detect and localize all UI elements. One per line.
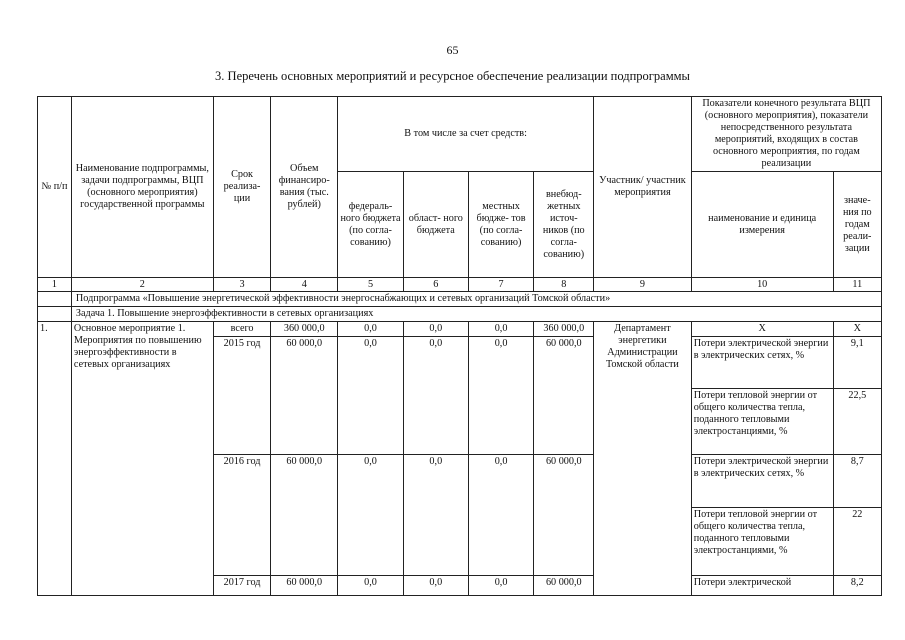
header-name: Наименование подпрограммы, задачи подпрограммы, ВЦП (основного мероприятия) государственной программы bbox=[71, 97, 213, 278]
local-cell: 0,0 bbox=[468, 455, 534, 576]
federal-cell: 0,0 bbox=[338, 337, 404, 455]
volume-cell: 60 000,0 bbox=[271, 576, 338, 596]
regional-cell: 0,0 bbox=[403, 337, 468, 455]
term-cell: 2015 год bbox=[213, 337, 271, 455]
volume-cell: 60 000,0 bbox=[271, 337, 338, 455]
indicator-name-cell: Потери тепловой энергии от общего количества тепла, поданного тепловыми электростанциями, % bbox=[691, 508, 833, 576]
section-title: 3. Перечень основных мероприятий и ресурсное обеспечение реализации подпрограммы bbox=[215, 69, 690, 83]
activities-table bbox=[37, 96, 882, 596]
subprogram-title: Подпрограмма «Повышение энергетической эффективности энергоснабжающих и сетевых организаций Томской области» bbox=[71, 292, 881, 307]
column-number: 6 bbox=[403, 278, 468, 292]
federal-cell: 0,0 bbox=[338, 322, 404, 337]
local-cell: 0,0 bbox=[468, 322, 534, 337]
page-number: 65 bbox=[446, 43, 459, 57]
federal-cell: 0,0 bbox=[338, 455, 404, 576]
indicator-name-cell: X bbox=[691, 322, 833, 337]
volume-cell: 60 000,0 bbox=[271, 455, 338, 576]
column-number: 8 bbox=[534, 278, 594, 292]
indicator-value-cell: 8,7 bbox=[833, 455, 881, 508]
empty-cell bbox=[38, 292, 72, 307]
header-local: местных бюдже- тов (по согла- сованию) bbox=[468, 172, 534, 278]
column-number: 10 bbox=[691, 278, 833, 292]
indicator-name-cell: Потери электрической энергии в электрических сетях, % bbox=[691, 337, 833, 389]
column-number: 3 bbox=[213, 278, 271, 292]
federal-cell: 0,0 bbox=[338, 576, 404, 596]
indicator-value-cell: 22,5 bbox=[833, 389, 881, 455]
header-federal: федераль- ного бюджета (по согла- сованию) bbox=[338, 172, 404, 278]
extra-cell: 360 000,0 bbox=[534, 322, 594, 337]
column-number: 9 bbox=[594, 278, 692, 292]
extra-cell: 60 000,0 bbox=[534, 337, 594, 455]
header-indicators: Показатели конечного результата ВЦП (основного мероприятия), показатели непосредственного результата мероприятий, входящих в состав основного мероприятия, по годам реализации bbox=[691, 97, 881, 172]
indicator-name-cell: Потери электрической энергии в электрических сетях, % bbox=[691, 455, 833, 508]
column-number: 2 bbox=[71, 278, 213, 292]
indicator-value-cell: X bbox=[833, 322, 881, 337]
extra-cell: 60 000,0 bbox=[534, 576, 594, 596]
column-numbers-row bbox=[38, 278, 882, 292]
regional-cell: 0,0 bbox=[403, 455, 468, 576]
extra-cell: 60 000,0 bbox=[534, 455, 594, 576]
term-cell: 2016 год bbox=[213, 455, 271, 576]
column-number: 11 bbox=[833, 278, 881, 292]
task-title: Задача 1. Повышение энергоэффективности в сетевых организациях bbox=[71, 307, 881, 322]
indicator-value-cell: 22 bbox=[833, 508, 881, 576]
activity-name: Основное мероприятие 1. Мероприятия по повышению энергоэффективности в сетевых организациях bbox=[71, 322, 213, 596]
indicator-name-cell: Потери электрической bbox=[691, 576, 833, 596]
column-number: 7 bbox=[468, 278, 534, 292]
local-cell: 0,0 bbox=[468, 576, 534, 596]
column-number: 4 bbox=[271, 278, 338, 292]
header-num: № п/п bbox=[38, 97, 72, 278]
header-indicator-name: наименование и единица измерения bbox=[691, 172, 833, 278]
indicator-name-cell: Потери тепловой энергии от общего количества тепла, поданного тепловыми электростанциями, % bbox=[691, 389, 833, 455]
activity-number: 1. bbox=[38, 322, 72, 596]
regional-cell: 0,0 bbox=[403, 576, 468, 596]
column-number: 5 bbox=[338, 278, 404, 292]
header-term: Срок реализа- ции bbox=[213, 97, 271, 278]
indicator-value-cell: 8,2 bbox=[833, 576, 881, 596]
column-number: 1 bbox=[38, 278, 72, 292]
participant-cell: Департамент энергетики Администрации Томской области bbox=[594, 322, 692, 596]
volume-cell: 360 000,0 bbox=[271, 322, 338, 337]
header-indicator-value: значе- ния по годам реали- зации bbox=[833, 172, 881, 278]
header-extra: внебюд- жетных источ- ников (по согла- сованию) bbox=[534, 172, 594, 278]
header-sources: В том числе за счет средств: bbox=[338, 97, 594, 172]
header-participant: Участник/ участник мероприятия bbox=[594, 97, 692, 278]
indicator-value-cell: 9,1 bbox=[833, 337, 881, 389]
term-cell: всего bbox=[213, 322, 271, 337]
header-volume: Объем финансиро- вания (тыс. рублей) bbox=[271, 97, 338, 278]
header-regional: област- ного бюджета bbox=[403, 172, 468, 278]
empty-cell bbox=[38, 307, 72, 322]
term-cell: 2017 год bbox=[213, 576, 271, 596]
regional-cell: 0,0 bbox=[403, 322, 468, 337]
local-cell: 0,0 bbox=[468, 337, 534, 455]
